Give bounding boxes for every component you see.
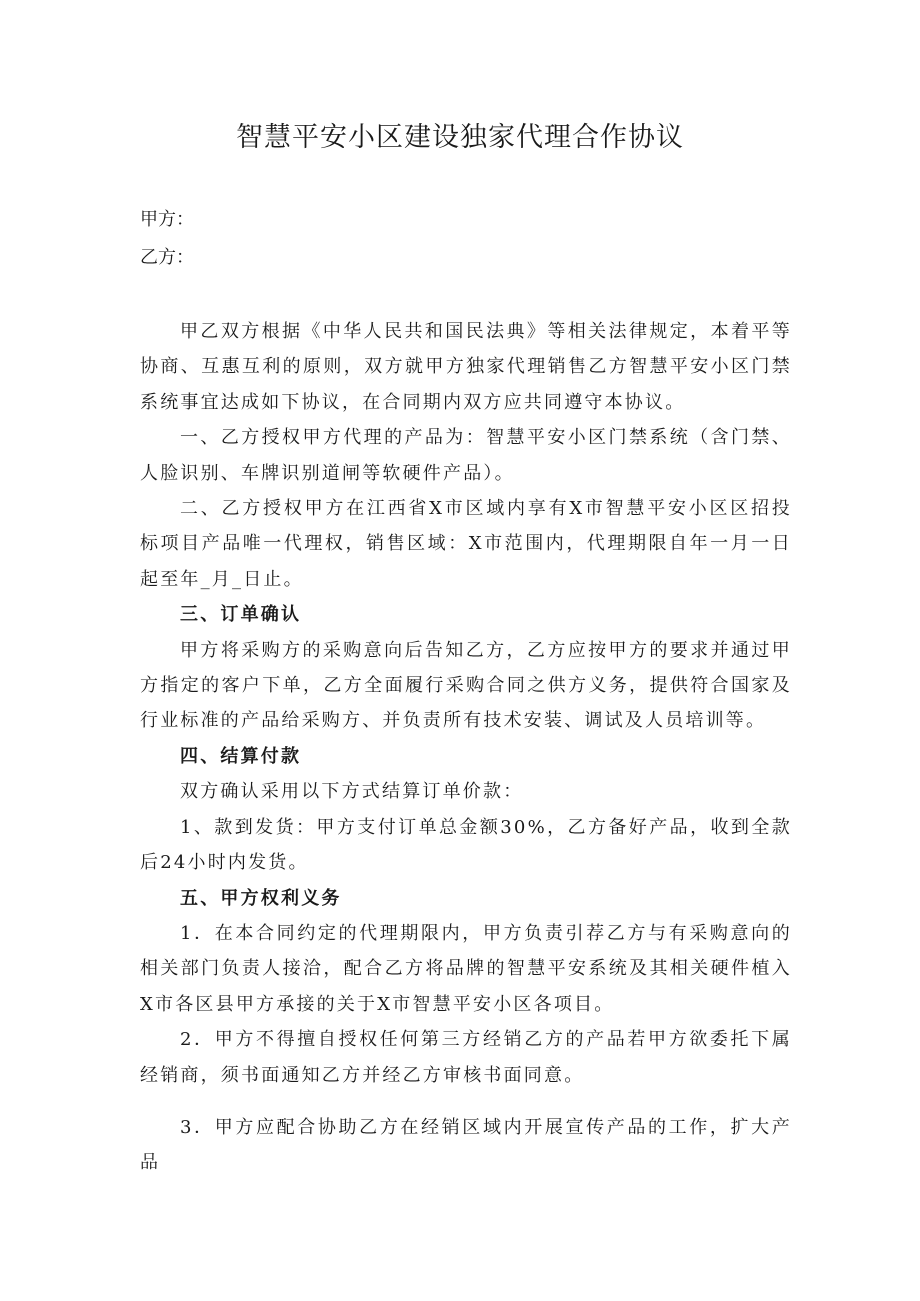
preamble-paragraph: 甲乙双方根据《中华人民共和国民法典》等相关法律规定，本着平等协商、互惠互利的原则，双方就甲方独家代理销售乙方智慧平安小区门禁系统事宜达成如下协议，在合同期内双方应共同遵守本协议。 [140,321,792,413]
settlement-intro-paragraph: 双方确认采用以下方式结算订单价款： [180,781,524,803]
section-heading-party-a-rights: 五、甲方权利义务 [180,887,342,909]
party-a-rights-item-1: 1．在本合同约定的代理期限内，甲方负责引荐乙方与有采购意向的相关部门负责人接洽，配合乙方将品牌的智慧平安系统及其相关硬件植入X市各区县甲方承接的关于X市智慧平安小区各项目。 [140,922,792,1015]
party-a-rights-item-2: 2．甲方不得擅自授权任何第三方经销乙方的产品若甲方欲委托下属经销商，须书面通知乙方并经乙方审核书面同意。 [140,1029,792,1086]
section-heading-settlement: 四、结算付款 [180,745,302,767]
settlement-item-1-paragraph: 1、款到发货：甲方支付订单总金额30%，乙方备好产品，收到全款后24小时内发货。 [140,816,792,874]
clause-2-paragraph: 二、乙方授权甲方在江西省X市区域内享有X市智慧平安小区区招投标项目产品唯一代理权，销售区域：X市范围内，代理期限自年一月一日起至年_月_日止。 [140,498,792,590]
party-b-label: 乙方： [140,247,194,268]
clause-1-paragraph: 一、乙方授权甲方代理的产品为：智慧平安小区门禁系统（含门禁、人脸识别、车牌识别道闸等软硬件产品）。 [140,427,792,484]
document-body [140,314,792,1181]
document-title: 智慧平安小区建设独家代理合作协议 [236,122,684,153]
party-a-label: 甲方： [140,209,194,230]
party-a-rights-item-3: 3．甲方应配合协助乙方在经销区域内开展宣传产品的工作，扩大产品 [140,1116,792,1174]
section-heading-order-confirmation: 三、订单确认 [180,604,302,626]
order-confirmation-paragraph: 甲方将采购方的采购意向后告知乙方，乙方应按甲方的要求并通过甲方指定的客户下单，乙方全面履行采购合同之供方义务，提供符合国家及行业标准的产品给采购方、并负责所有技术安装、调试及人员培训等。 [140,639,792,732]
